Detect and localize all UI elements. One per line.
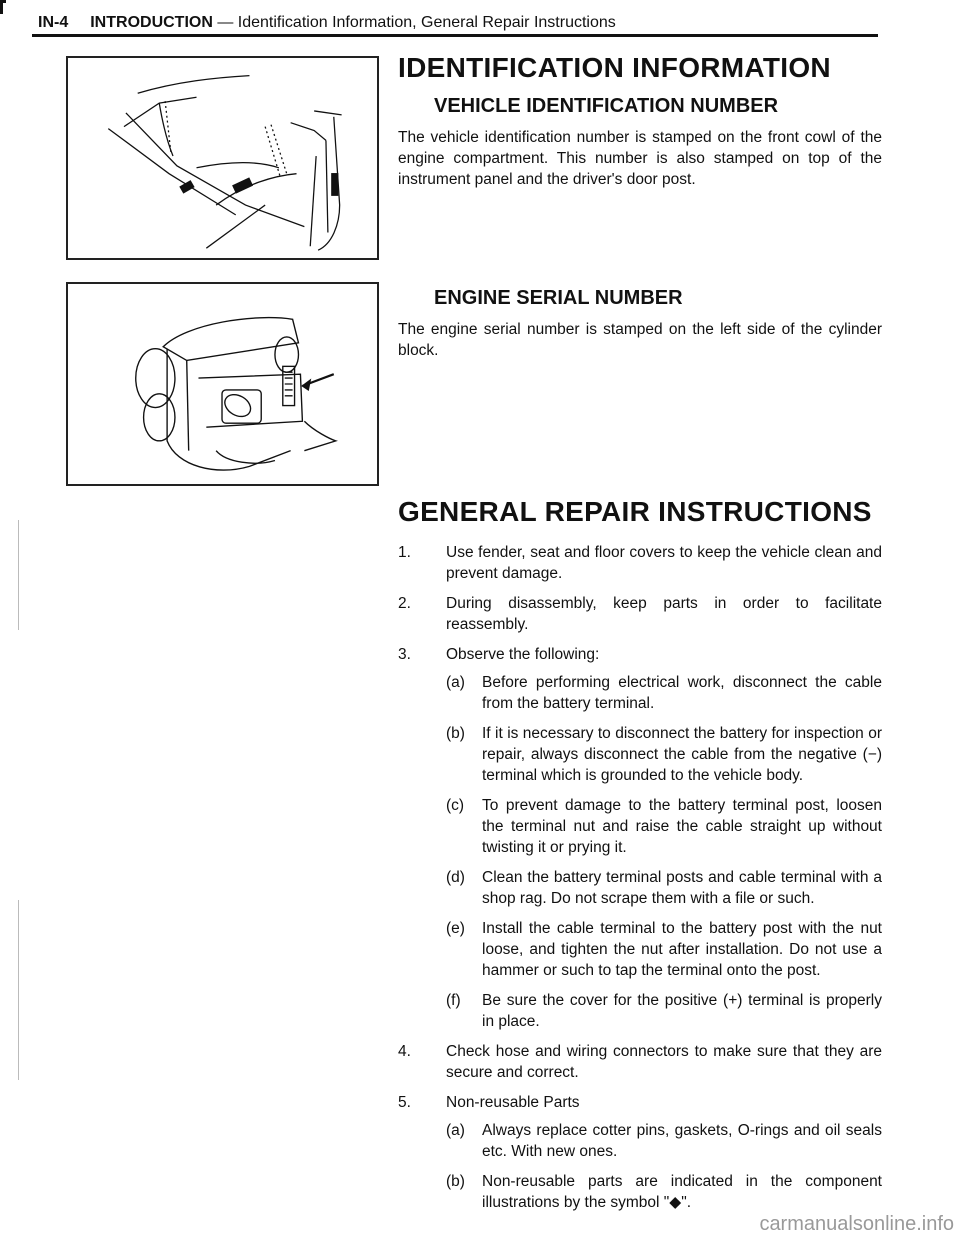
substep	[446, 867, 882, 909]
step-number: 3.	[398, 646, 411, 663]
substep	[446, 795, 882, 858]
substep	[446, 672, 882, 714]
header-title	[90, 14, 616, 32]
header-section: INTRODUCTION	[90, 14, 213, 31]
substep-list	[446, 672, 882, 1032]
step-number: 2.	[398, 595, 411, 612]
step-text: Use fender, seat and floor covers to keep the vehicle clean and prevent damage.	[446, 544, 882, 582]
substep-text: Install the cable terminal to the battery post with the nut loose, and tighten the nut after installation. Do not use a hammer or such to tap the terminal onto the post.	[482, 920, 882, 979]
vin-location-illustration	[66, 56, 379, 260]
substep-list	[446, 1120, 882, 1213]
substep-text: Always replace cotter pins, gaskets, O-rings and oil seals etc. With new ones.	[482, 1122, 882, 1160]
substep-letter: (e)	[446, 920, 465, 937]
engine-serial-illustration	[66, 282, 379, 486]
substep-letter: (b)	[446, 725, 465, 742]
substep-text: Non-reusable parts are indicated in the component illustrations by the symbol "◆".	[482, 1173, 882, 1211]
substep-letter: (f)	[446, 992, 461, 1009]
substep-letter: (b)	[446, 1173, 465, 1190]
engine-serial-heading: ENGINE SERIAL NUMBER	[434, 287, 683, 309]
step-text: Observe the following:	[446, 646, 600, 663]
substep-text: Be sure the cover for the positive (+) terminal is properly in place.	[482, 992, 882, 1030]
watermark: carmanualsonline.info	[759, 1213, 954, 1235]
engine-serial-text: The engine serial number is stamped on the left side of the cylinder block.	[398, 321, 882, 359]
header-subtitle: — Identification Information, General Repair Instructions	[217, 14, 616, 31]
substep	[446, 1120, 882, 1162]
scan-artifact-line	[18, 900, 19, 1080]
repair-step	[398, 593, 882, 635]
vin-heading: VEHICLE IDENTIFICATION NUMBER	[434, 95, 779, 117]
step-number: 1.	[398, 544, 411, 561]
page-corner-mark	[0, 0, 6, 14]
vin-text: The vehicle identification number is stamped on the front cowl of the engine compartment. This number is also stamped on top of the instrument panel and the driver's door post.	[398, 129, 882, 188]
repair-step	[398, 644, 882, 1032]
page-number: IN-4	[38, 14, 69, 31]
substep-text: To prevent damage to the battery terminal post, loosen the terminal nut and raise the cable straight up without twisting it or prying it.	[482, 797, 882, 856]
substep	[446, 1171, 882, 1213]
step-number: 4.	[398, 1043, 411, 1060]
general-repair-section	[398, 496, 882, 1222]
substep	[446, 918, 882, 981]
repair-step	[398, 1092, 882, 1213]
header-rule	[32, 34, 878, 37]
substep-text: Before performing electrical work, disconnect the cable from the battery terminal.	[482, 674, 882, 712]
substep-letter: (d)	[446, 869, 465, 886]
step-text: During disassembly, keep parts in order to facilitate reassembly.	[446, 595, 882, 633]
identification-title: IDENTIFICATION INFORMATION	[398, 52, 831, 83]
substep-text: If it is necessary to disconnect the battery for inspection or repair, always disconnect the cable from the negative (−) terminal which is grounded to the vehicle body.	[482, 725, 882, 784]
repair-step	[398, 1041, 882, 1083]
general-repair-title: GENERAL REPAIR INSTRUCTIONS	[398, 496, 872, 527]
substep-letter: (a)	[446, 674, 465, 691]
substep-letter: (a)	[446, 1122, 465, 1139]
substep	[446, 990, 882, 1032]
step-text: Non-reusable Parts	[446, 1094, 580, 1111]
repair-step	[398, 542, 882, 584]
substep	[446, 723, 882, 786]
repair-steps-list	[398, 542, 882, 1213]
scan-artifact-line	[18, 520, 19, 630]
engine-serial-section	[398, 276, 882, 361]
substep-letter: (c)	[446, 797, 465, 814]
step-number: 5.	[398, 1094, 411, 1111]
step-text: Check hose and wiring connectors to make sure that they are secure and correct.	[446, 1043, 882, 1081]
identification-section	[398, 52, 882, 190]
substep-text: Clean the battery terminal posts and cable terminal with a shop rag. Do not scrape them with a file or such.	[482, 869, 882, 907]
